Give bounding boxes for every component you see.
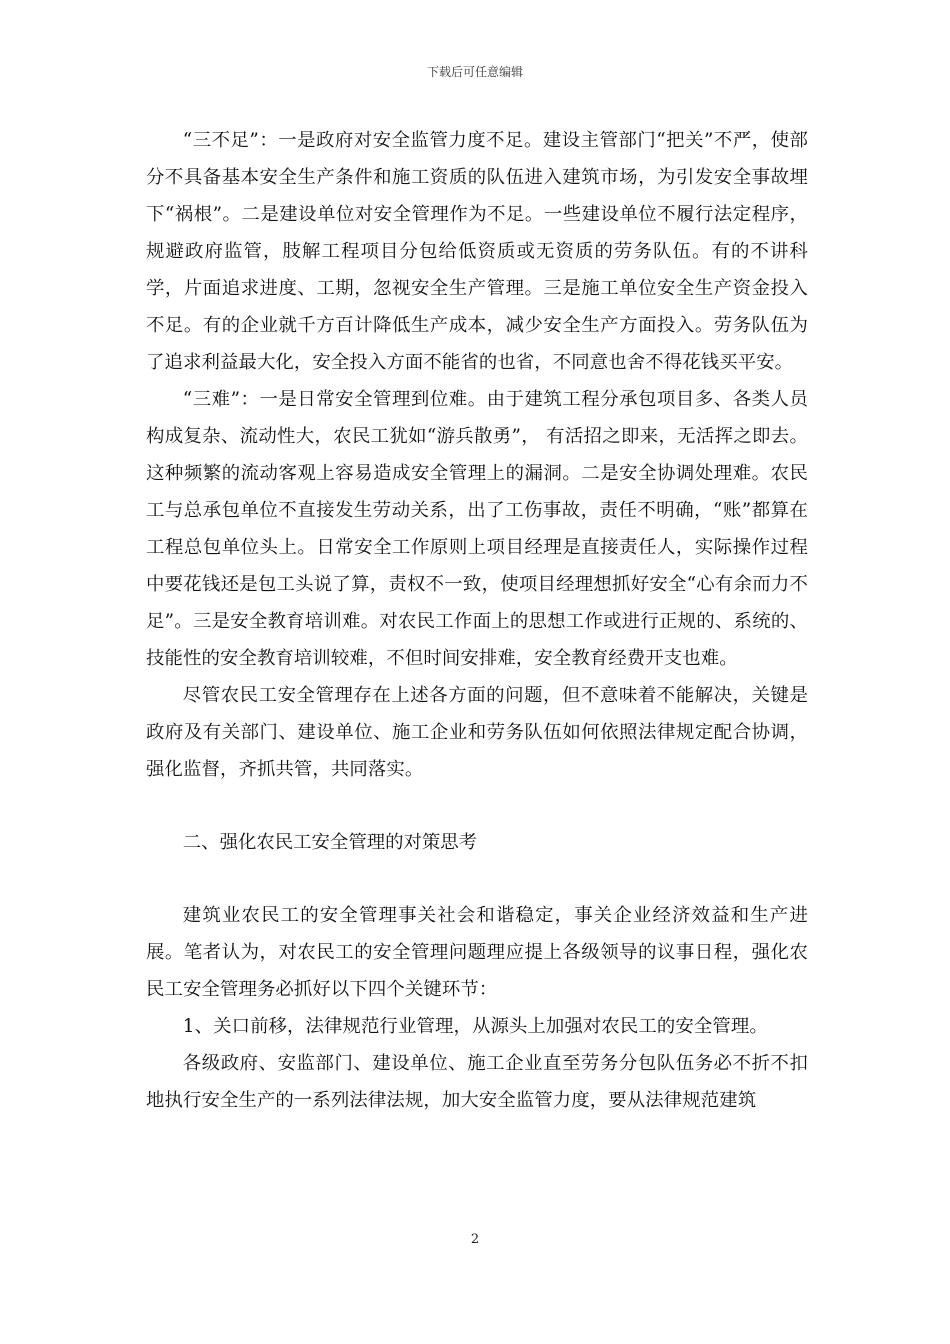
page-header-note: 下载后可任意编辑: [426, 65, 523, 79]
paragraph-key-point-1-detail: 各级政府、安监部门、建设单位、施工企业直至劳务分包队伍务必不折不扣地执行安全生产的一系列法律法规，加大安全监管力度，要从法律规范建筑: [146, 1053, 808, 1111]
paragraph-three-difficulties: “三难”：一是日常安全管理到位难。由于建筑工程分承包项目多、各类人员构成复杂、流动性大，农民工犹如“游兵散勇”， 有活招之即来，无活挥之即去。这种频繁的流动客观上容易造成安全管理上的漏洞。二是安全协调处理难。农民工与总承包单位不直接发生劳动关系，出了工伤事故，责任不明确，“账”都算在工程总包单位头上。日常安全工作原则上项目经理是直接责任人，实际操作过程中要花钱还是包工头说了算，责权不一致，使项目经理想抓好安全“心有余而力不足”。三是安全教育培训难。对农民工作面上的思想工作或进行正规的、系统的、技能性的安全教育培训较难，不但时间安排难，安全教育经费开支也难。: [146, 389, 808, 669]
section-heading: 二、强化农民工安全管理的对策思考: [182, 832, 478, 853]
paragraph-three-insufficiencies: “三不足”：一是政府对安全监管力度不足。建设主管部门“把关”不严，使部分不具备基本安全生产条件和施工资质的队伍进入建筑市场，为引发安全事故埋下“祸根”。二是建设单位对安全管理作为不足。一些建设单位不履行法定程序，规避政府监管，肢解工程项目分包给低资质或无资质的劳务队伍。有的不讲科学，片面追求进度、工期，忽视安全生产管理。三是施工单位安全生产资金投入不足。有的企业就千方百计降低生产成本，减少安全生产方面投入。劳务队伍为了追求利益最大化，安全投入方面不能省的也省，不同意也舍不得花钱买平安。: [146, 130, 808, 373]
paragraph-section-intro: 建筑业农民工的安全管理事关社会和谐稳定，事关企业经济效益和生产进展。笔者认为，对农民工的安全管理问题理应提上各级领导的议事日程，强化农民工安全管理务必抓好以下四个关键环节：: [146, 905, 808, 1000]
document-body: [146, 122, 808, 1119]
paragraph-key-point-1: 1、关口前移，法律规范行业管理，从源头上加强对农民工的安全管理。: [182, 1016, 768, 1037]
page-number: 2: [470, 1232, 480, 1247]
paragraph-conclusion: 尽管农民工安全管理存在上述各方面的问题，但不意味着不能解决，关键是政府及有关部门、建设单位、施工企业和劳务队伍如何依照法律规定配合协调，强化监督，齐抓共管，共同落实。: [146, 685, 808, 780]
